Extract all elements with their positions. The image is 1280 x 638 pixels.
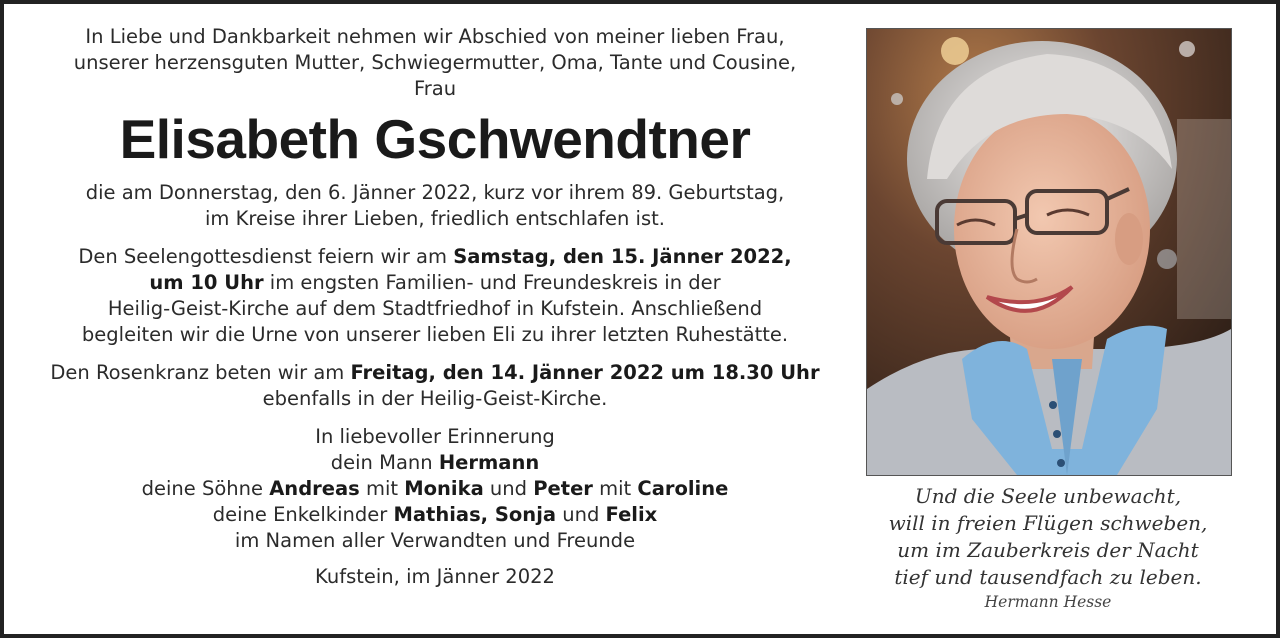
mourner-name: Felix	[605, 503, 658, 526]
mass-text: im engsten Familien- und Freundeskreis in der	[263, 271, 721, 294]
deceased-name: Elisabeth Gschwendtner	[119, 108, 751, 170]
rosary-date: Freitag, den 14. Jänner 2022 um 18.30 Uhr	[350, 361, 820, 384]
mourner-text: dein Mann	[330, 451, 439, 474]
mourner-text: deine Söhne	[141, 477, 270, 500]
rosary-text: Den Rosenkranz beten wir am	[50, 361, 351, 384]
mass-time: um 10 Uhr	[149, 271, 264, 294]
mourner-name: Peter	[533, 477, 593, 500]
mourner-text: und	[483, 477, 534, 500]
poem-quote	[866, 483, 1230, 613]
mourner-name: Monika	[404, 477, 484, 500]
quote-line: will in freien Flügen schweben,	[888, 511, 1208, 535]
rosary-line: ebenfalls in der Heilig-Geist-Kirche.	[262, 387, 608, 410]
death-line: im Kreise ihrer Lieben, friedlich entschlafen ist.	[205, 207, 665, 230]
mass-line: Heilig-Geist-Kirche auf dem Stadtfriedhof in Kufstein. Anschließend	[107, 297, 763, 320]
mourner-text: mit	[359, 477, 405, 500]
mourner-text: und	[556, 503, 606, 526]
mass-line	[20, 270, 850, 296]
mass-line	[20, 244, 850, 270]
obituary-text	[20, 24, 850, 590]
intro-line: unserer herzensguten Mutter, Schwiegermutter, Oma, Tante und Cousine,	[73, 51, 797, 74]
mourner-name: Hermann	[438, 451, 540, 474]
rosary-line	[20, 360, 850, 386]
intro	[20, 24, 850, 102]
mass-date: Samstag, den 15. Jänner 2022,	[453, 245, 792, 268]
portrait-photo	[866, 28, 1232, 476]
quote-line: Und die Seele unbewacht,	[914, 484, 1182, 508]
place-date: Kufstein, im Jänner 2022	[315, 565, 555, 588]
quote-line: tief und tausendfach zu leben.	[894, 565, 1202, 589]
mourner-text: mit	[592, 477, 638, 500]
mourner-name: Caroline	[637, 477, 729, 500]
portrait-photo-icon	[867, 29, 1231, 475]
mourner-text: deine Enkelkinder	[212, 503, 394, 526]
mourner-name: Andreas	[269, 477, 360, 500]
quote-line: um im Zauberkreis der Nacht	[897, 538, 1199, 562]
mourner-line: im Namen aller Verwandten und Freunde	[234, 529, 636, 552]
mourners-heading: In liebevoller Erinnerung	[315, 425, 555, 448]
intro-line: Frau	[413, 77, 457, 100]
mass-line: begleiten wir die Urne von unserer lieben Eli zu ihrer letzten Ruhestätte.	[81, 323, 789, 346]
intro-line: In Liebe und Dankbarkeit nehmen wir Abschied von meiner lieben Frau,	[85, 25, 785, 48]
mourner-line	[20, 450, 850, 476]
mourner-line	[20, 502, 850, 528]
death-line: die am Donnerstag, den 6. Jänner 2022, kurz vor ihrem 89. Geburtstag,	[85, 181, 785, 204]
quote-author: Hermann Hesse	[984, 593, 1112, 611]
mourner-line	[20, 476, 850, 502]
mourner-name: Mathias, Sonja	[393, 503, 557, 526]
mass-text: Den Seelengottesdienst feiern wir am	[78, 245, 454, 268]
